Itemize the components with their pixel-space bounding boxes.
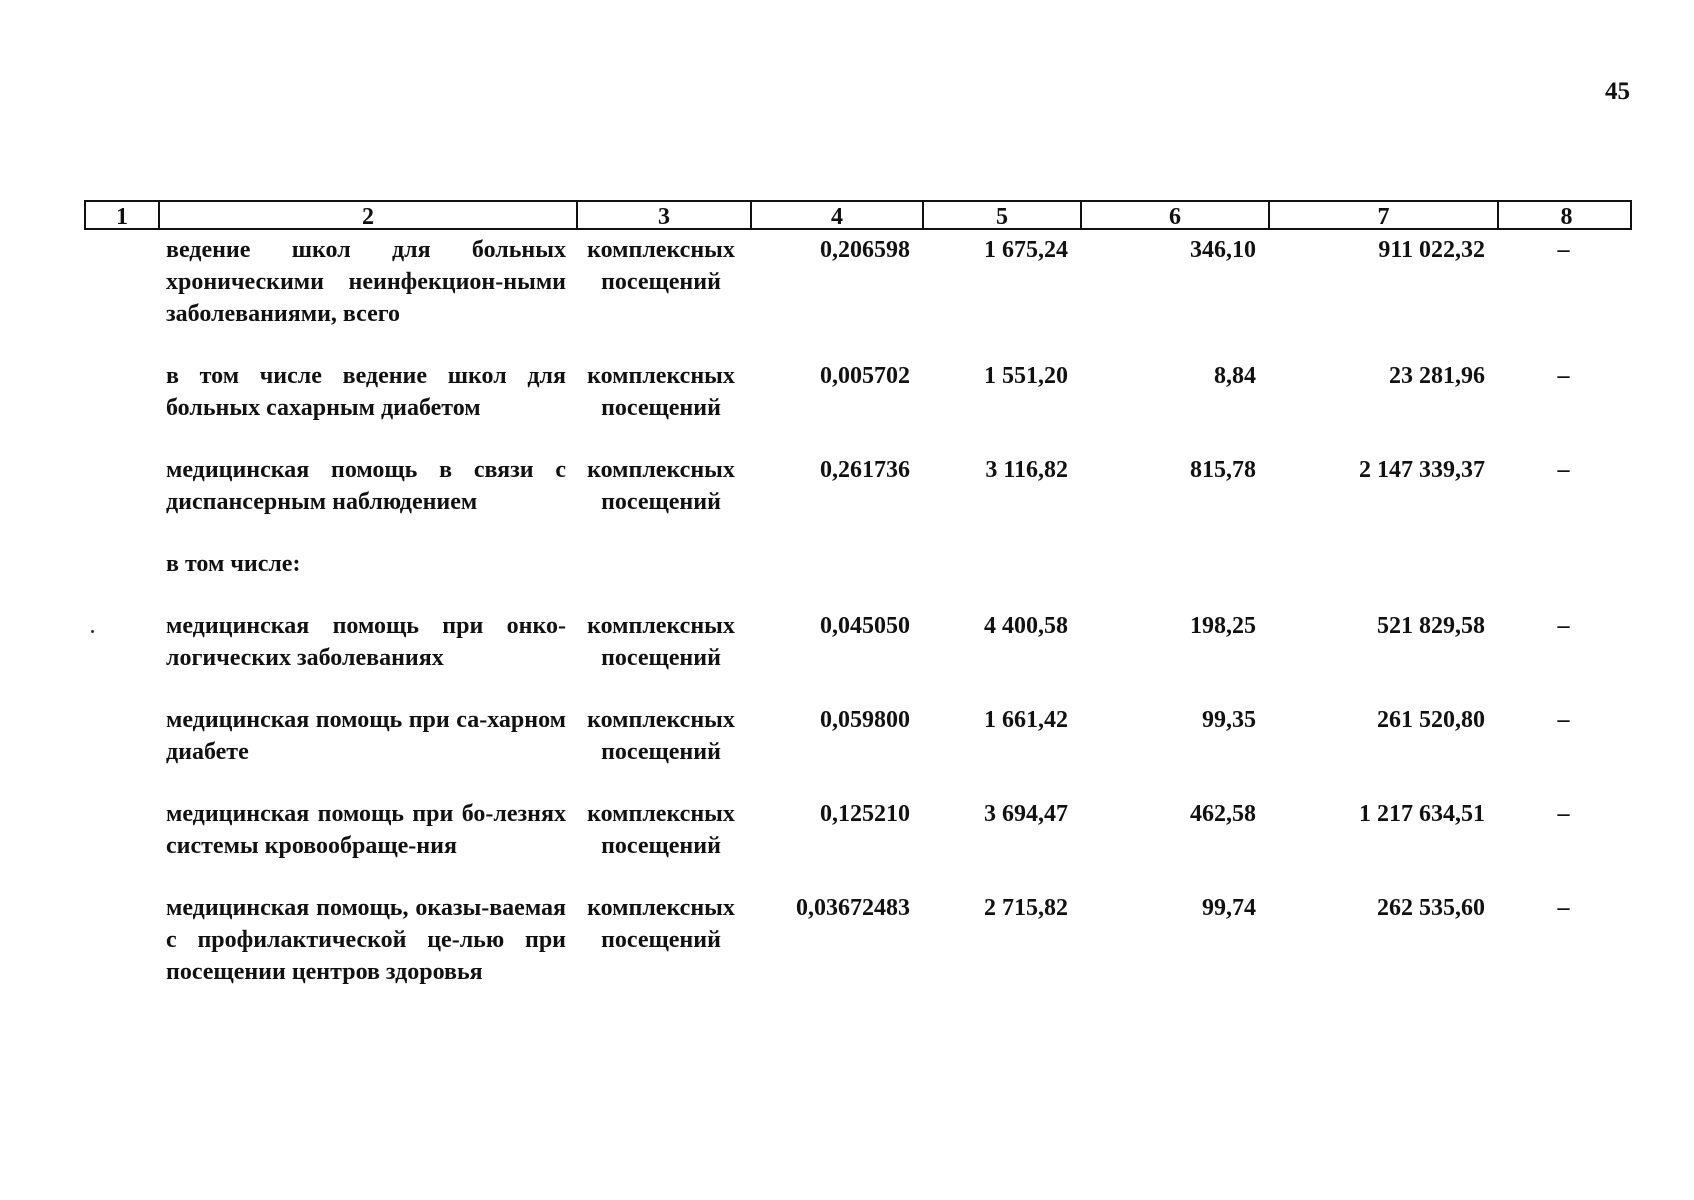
row-value-col8: – [1557, 895, 1570, 921]
row-value-col5: 4 400,58 [984, 613, 1068, 639]
row-value-col4: 0,005702 [820, 363, 910, 389]
row-value-col5: 1 661,42 [984, 707, 1068, 733]
table-header-row [84, 200, 1632, 230]
row-indicator-name: медицинская помощь, оказы-ваемая с профилактической це-лью при посещении центров здоровья [166, 895, 566, 985]
table-row [84, 798, 1632, 862]
row-unit-line-1: комплексных [587, 895, 735, 921]
row-unit-line-2: посещений [601, 489, 721, 515]
row-unit [574, 360, 748, 424]
table-row [84, 610, 1632, 674]
row-value-col7: 1 217 634,51 [1359, 801, 1485, 827]
table-body-part-1 [84, 234, 1632, 518]
row-value-col4: 0,03672483 [796, 895, 910, 921]
row-indicator-name: медицинская помощь при онко-логических заболеваниях [166, 613, 566, 671]
page-number: 45 [1605, 78, 1630, 105]
header-col-4: 4 [750, 202, 922, 230]
row-value-col5: 3 116,82 [985, 457, 1068, 483]
row-value-col6: 99,35 [1202, 707, 1256, 733]
row-indicator-name: ведение школ для больных хроническими неинфекцион-ными заболеваниями, всего [166, 237, 566, 327]
row-unit-line-2: посещений [601, 395, 721, 421]
row-value-col5: 2 715,82 [984, 895, 1068, 921]
row-unit [574, 798, 748, 862]
row-col-1 [84, 234, 156, 330]
row-unit [574, 704, 748, 768]
row-col-1 [84, 892, 156, 988]
row-unit-line-1: комплексных [587, 363, 735, 389]
header-col-5: 5 [922, 202, 1080, 230]
row-col-1 [84, 798, 156, 862]
row-value-col6: 8,84 [1214, 363, 1256, 389]
row-value-col8: – [1557, 237, 1570, 263]
row-value-col8: – [1557, 801, 1570, 827]
row-value-col4: 0,045050 [820, 613, 910, 639]
row-value-col7: 911 022,32 [1378, 237, 1485, 263]
row-value-col4: 0,059800 [820, 707, 910, 733]
row-unit-line-1: комплексных [587, 801, 735, 827]
scan-speck [91, 630, 94, 633]
table-row [84, 454, 1632, 518]
row-col-1 [84, 360, 156, 424]
table-row [84, 234, 1632, 330]
row-value-col4: 0,206598 [820, 237, 910, 263]
row-value-col8: – [1557, 707, 1570, 733]
row-value-col8: – [1557, 363, 1570, 389]
row-unit-line-1: комплексных [587, 457, 735, 483]
row-unit-line-2: посещений [601, 927, 721, 953]
row-value-col7: 2 147 339,37 [1359, 457, 1485, 483]
row-value-col6: 198,25 [1190, 613, 1256, 639]
header-col-2: 2 [158, 202, 576, 230]
subheading: в том числе: [166, 551, 301, 577]
row-value-col6: 99,74 [1202, 895, 1256, 921]
row-unit-line-1: комплексных [587, 237, 735, 263]
data-table [84, 200, 1632, 1018]
row-value-col7: 521 829,58 [1377, 613, 1485, 639]
row-col-1 [84, 704, 156, 768]
row-unit [574, 892, 748, 988]
row-value-col8: – [1557, 613, 1570, 639]
row-value-col6: 462,58 [1190, 801, 1256, 827]
row-value-col5: 3 694,47 [984, 801, 1068, 827]
row-unit-line-2: посещений [601, 833, 721, 859]
row-indicator-name: медицинская помощь при са-харном диабете [166, 707, 566, 765]
row-col-1 [84, 610, 156, 674]
table-row [84, 892, 1632, 988]
header-col-3: 3 [576, 202, 750, 230]
row-value-col7: 261 520,80 [1377, 707, 1485, 733]
row-unit [574, 234, 748, 330]
table-row [84, 704, 1632, 768]
header-col-7: 7 [1268, 202, 1497, 230]
header-col-1: 1 [116, 204, 128, 230]
row-value-col7: 262 535,60 [1377, 895, 1485, 921]
row-unit-line-1: комплексных [587, 707, 735, 733]
row-unit [574, 610, 748, 674]
row-unit-line-2: посещений [601, 269, 721, 295]
row-value-col8: – [1557, 457, 1570, 483]
header-col-6: 6 [1080, 202, 1268, 230]
row-unit-line-1: комплексных [587, 613, 735, 639]
row-col-1 [84, 454, 156, 518]
row-value-col6: 815,78 [1190, 457, 1256, 483]
row-indicator-name: в том числе ведение школ для больных сахарным диабетом [166, 363, 566, 421]
row-unit [574, 454, 748, 518]
row-value-col4: 0,125210 [820, 801, 910, 827]
row-value-col5: 1 551,20 [984, 363, 1068, 389]
row-indicator-name: медицинская помощь при бо-лезнях системы кровообраще-ния [166, 801, 566, 859]
row-unit-line-2: посещений [601, 645, 721, 671]
table-row [84, 360, 1632, 424]
row-value-col7: 23 281,96 [1389, 363, 1485, 389]
row-value-col4: 0,261736 [820, 457, 910, 483]
row-value-col5: 1 675,24 [984, 237, 1068, 263]
row-value-col6: 346,10 [1190, 237, 1256, 263]
row-unit-line-2: посещений [601, 739, 721, 765]
row-indicator-name: медицинская помощь в связи с диспансерным наблюдением [166, 457, 566, 515]
header-col-8: 8 [1497, 202, 1634, 230]
table-body-part-2 [84, 610, 1632, 988]
